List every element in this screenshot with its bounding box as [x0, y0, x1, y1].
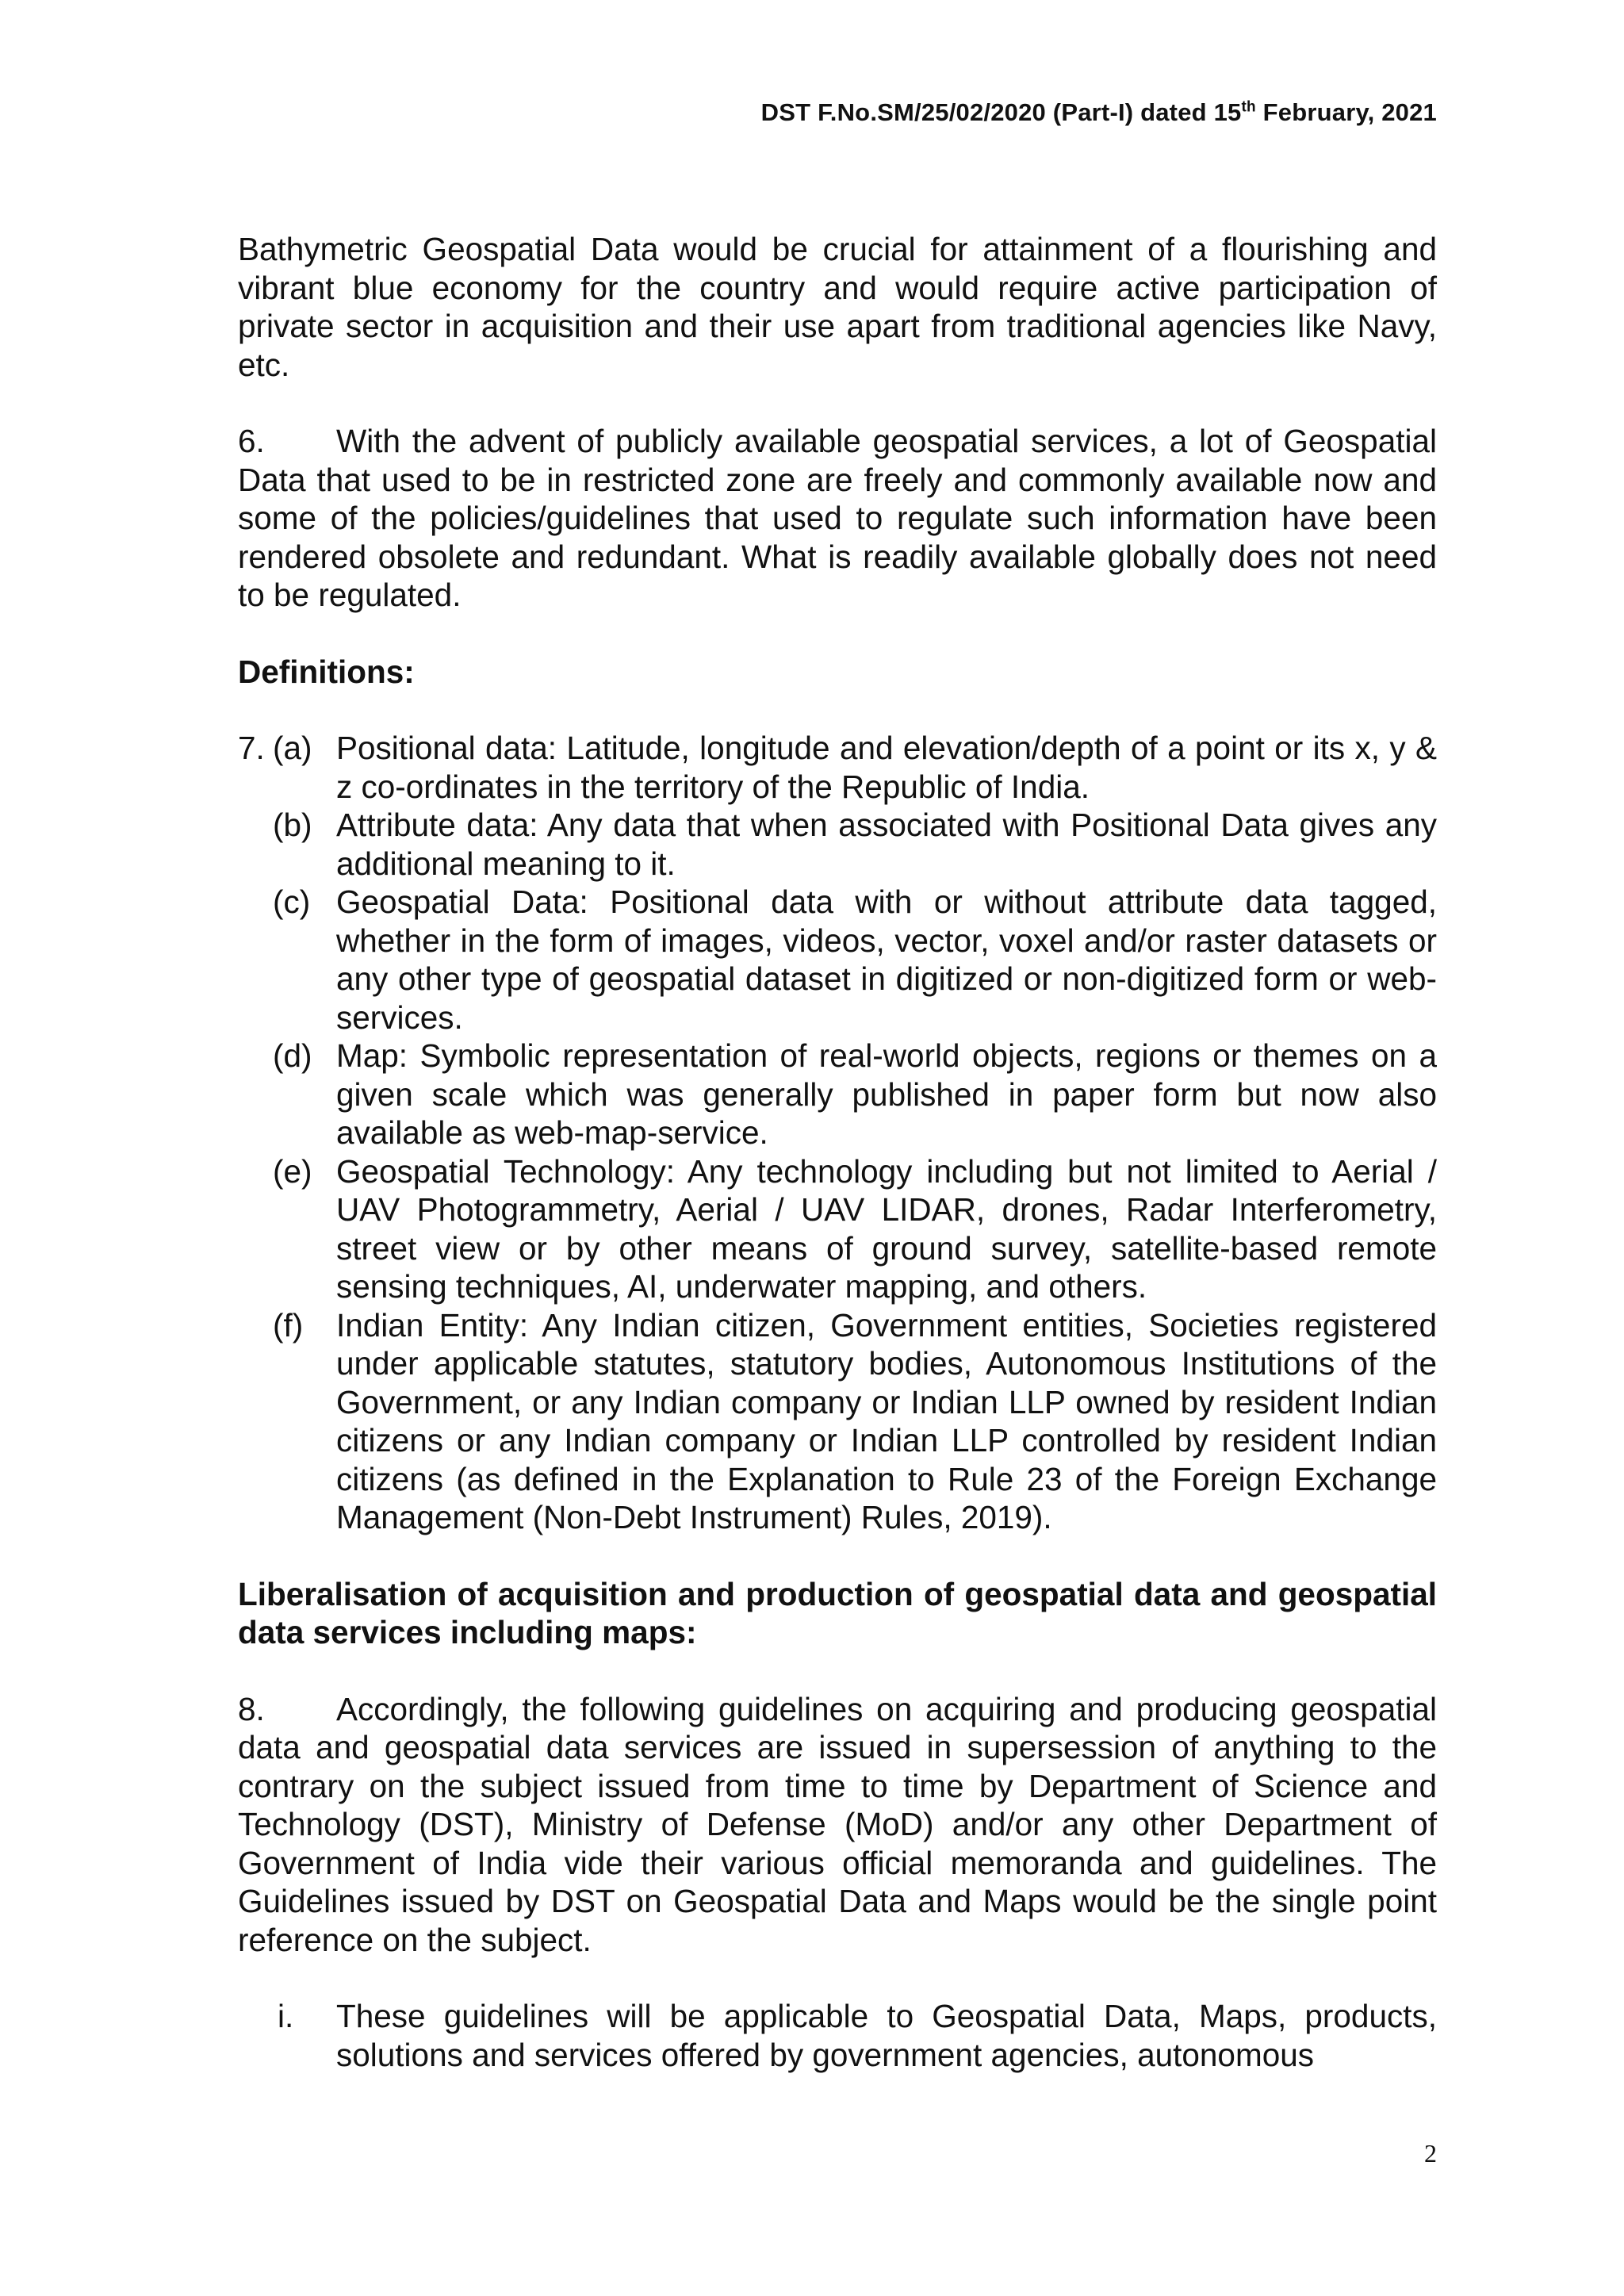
guideline-label: i. — [278, 1998, 294, 2034]
document-reference-header — [761, 98, 1437, 127]
definition-text: Indian Entity: Any Indian citizen, Government entities, Societies registered under applicable statutes, statutory bodies, Autonomous Institutions of the Government, or any Indian company or Indian LLP owned by resident Indian citizens or any Indian company or Indian LLP controlled by resident Indian citizens (as defined in the Explanation to Rule 23 of the Foreign Exchange Management (Non-Debt Instrument) Rules, 2019). — [336, 1306, 1437, 1535]
paragraph-6 — [238, 422, 1437, 615]
definition-item-f — [238, 1306, 1437, 1537]
header-ref: DST F.No.SM/25/02/2020 (Part-I) dated 15 — [760, 98, 1242, 126]
definitions-heading: Definitions: — [238, 653, 415, 690]
definition-item-a — [238, 729, 1437, 806]
definition-item-b — [238, 806, 1437, 883]
definition-item-c — [238, 883, 1437, 1037]
definition-item-e — [238, 1152, 1437, 1306]
page-number: 2 — [1424, 2139, 1437, 2168]
definition-label: (c) — [273, 884, 311, 920]
guideline-text: These guidelines will be applicable to Geospatial Data, Maps, products, solutions and services offered by government agencies, autonomous — [336, 1998, 1437, 2073]
definition-item-d — [238, 1037, 1437, 1152]
header-ref-sup: th — [1241, 98, 1256, 116]
liberalisation-heading: Liberalisation of acquisition and production of geospatial data and geospatial data services including maps: — [238, 1575, 1437, 1650]
document-body — [238, 230, 1437, 2074]
definitions-list — [238, 729, 1437, 1537]
guideline-item-i — [238, 1997, 1437, 2074]
paragraph-6-text: With the advent of publicly available geospatial services, a lot of Geospatial Data that used to be in restricted zone are freely and commonly available now and some of the policies/guidelines that used to regulate such information have been rendered obsolete and redundant. What is readily available globally does not need to be regulated. — [238, 423, 1437, 613]
definition-label: (f) — [273, 1306, 304, 1343]
paragraph-8-text: Accordingly, the following guidelines on acquiring and producing geospatial data and geospatial data services are issued in supersession of anything to the contrary on the subject issued from time to time by Department of Science and Technology (DST), Ministry of Defense (MoD) and/or any other Department of Government of India vide their various official memoranda and guidelines. The Guidelines issued by DST on Geospatial Data and Maps would be the single point reference on the subject. — [238, 1690, 1437, 1958]
definition-text: Attribute data: Any data that when associated with Positional Data gives any additional meaning to it. — [336, 807, 1437, 882]
header-ref-tail: February, 2021 — [1255, 98, 1437, 126]
definition-label: (b) — [273, 807, 312, 843]
intro-paragraph: Bathymetric Geospatial Data would be crucial for attainment of a flourishing and vibrant blue economy for the country and would require active participation of private sector in acquisition and their use apart from traditional agencies like Navy, etc. — [238, 231, 1437, 383]
definition-text: Map: Symbolic representation of real-world objects, regions or themes on a given scale which was generally published in paper form but now also available as web-map-service. — [336, 1037, 1437, 1151]
paragraph-6-number: 6. — [238, 423, 265, 459]
definition-label: (a) — [273, 730, 312, 766]
definition-text: Geospatial Data: Positional data with or without attribute data tagged, whether in the form of images, videos, vector, voxel and/or raster datasets or any other type of geospatial dataset in digitized or non-digitized form or web-services. — [336, 884, 1437, 1036]
definition-label: (e) — [273, 1152, 312, 1190]
definition-text: Geospatial Technology: Any technology including but not limited to Aerial / UAV Photogrammetry, Aerial / UAV LIDAR, drones, Radar Interferometry, street view or by other means of ground survey, satellite-based remote sensing techniques, AI, underwater mapping, and others. — [336, 1152, 1437, 1305]
paragraph-8-number: 8. — [238, 1690, 265, 1727]
definition-section-number: 7. — [238, 730, 265, 766]
definition-text: Positional data: Latitude, longitude and elevation/depth of a point or its x, y & z co-ordinates in the territory of the Republic of India. — [336, 730, 1437, 805]
definition-label: (d) — [273, 1037, 312, 1074]
paragraph-8 — [238, 1690, 1437, 1960]
